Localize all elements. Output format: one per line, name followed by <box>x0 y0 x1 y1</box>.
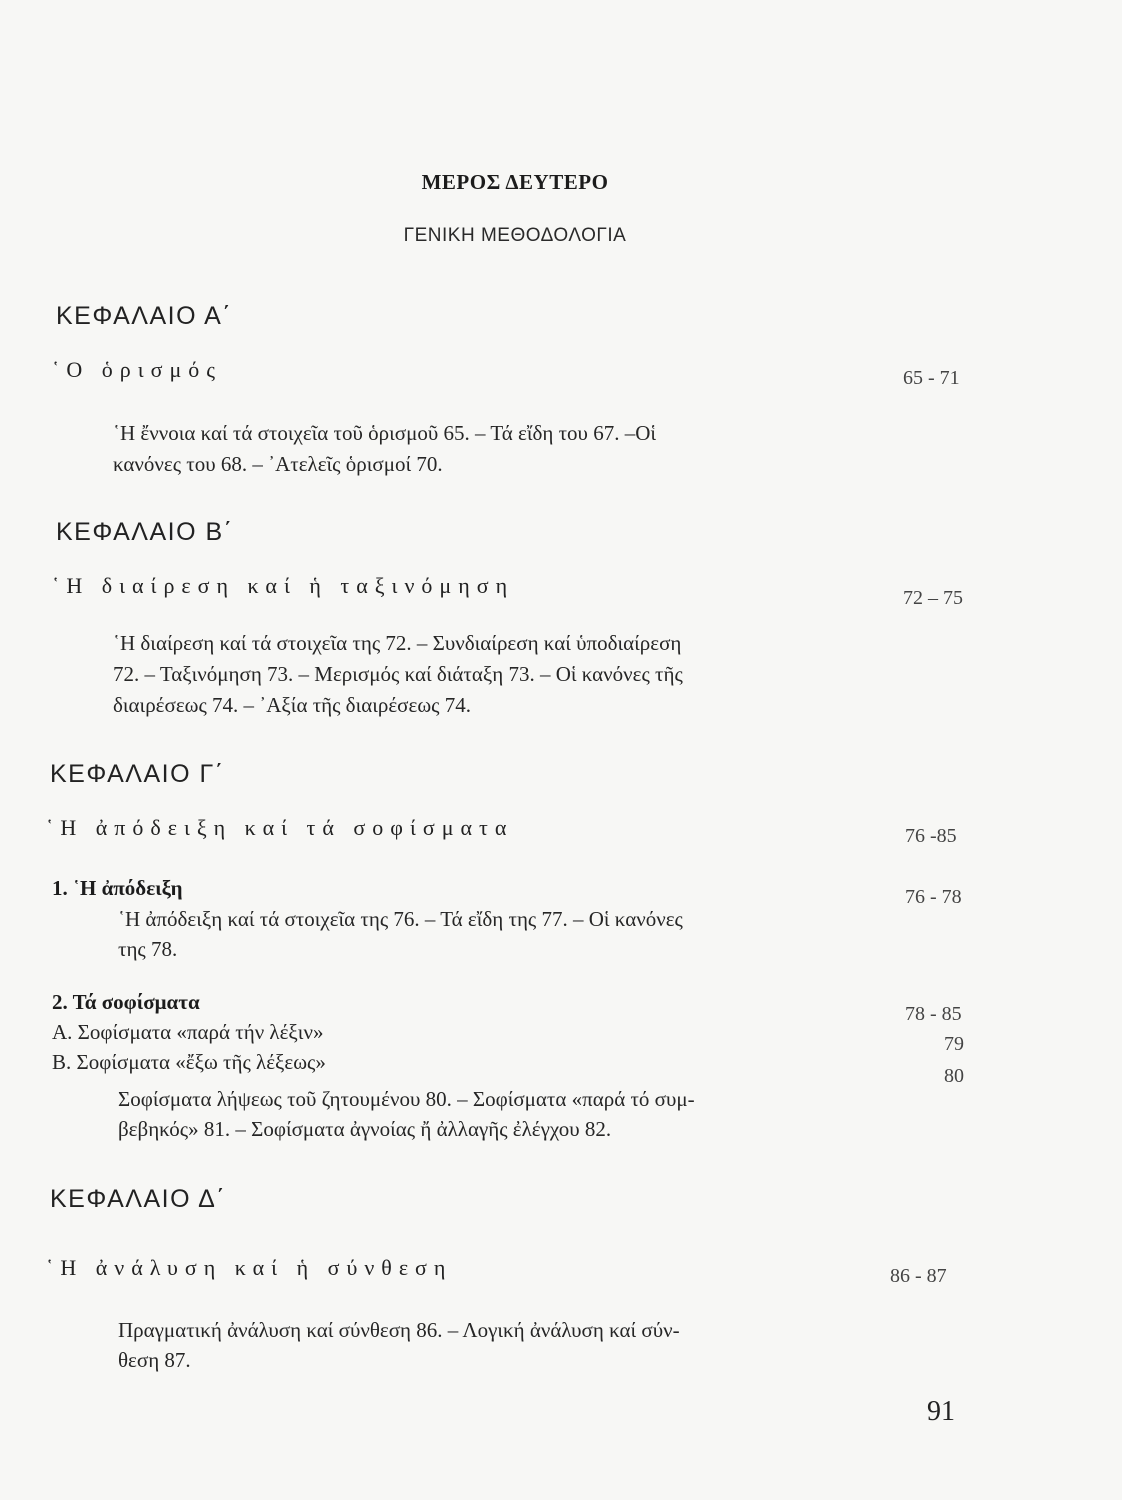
chapter-title-c: ῾Η ἀπόδειξη καί τά σοφίσματα <box>46 815 514 840</box>
chapter-desc-a-line2: κανόνες του 68. – ᾿Ατελεῖς ὁρισμοί 70. <box>113 452 443 476</box>
chapter-desc-b-line1: ῾Η διαίρεση καί τά στοιχεῖα της 72. – Συνδιαίρεση καί ὑποδιαίρεση <box>113 631 682 655</box>
chapter-heading-a: ΚΕΦΑΛΑΙΟ Α΄ <box>56 302 233 330</box>
section-desc-c1-line2: της 78. <box>118 937 178 961</box>
chapter-heading-b: ΚΕΦΑΛΑΙΟ Β΄ <box>56 518 234 546</box>
chapter-title-d: ῾Η ἀνάλυση καί ἡ σύνθεση <box>46 1255 453 1280</box>
chapter-title-a: ῾Ο ὁρισμός <box>52 357 222 382</box>
chapter-heading-d: ΚΕΦΑΛΑΙΟ Δ΄ <box>50 1185 227 1213</box>
chapter-desc-d-line2: θεση 87. <box>118 1348 191 1372</box>
section-desc-c1-line1: ῾Η ἀπόδειξη καί τά στοιχεῖα της 76. – Τά εἴδη της 77. – Οἱ κανόνες <box>118 907 683 931</box>
section-desc-c2-line1: Σοφίσματα λήψεως τοῦ ζητουμένου 80. – Σοφίσματα «παρά τό συμ- <box>118 1087 695 1111</box>
section-item-c2-a: Α. Σοφίσματα «παρά τήν λέξιν» <box>52 1020 324 1044</box>
chapter-desc-d-line1: Πραγματική ἀνάλυση καί σύνθεση 86. – Λογική ἀνάλυση καί σύν- <box>118 1318 680 1342</box>
section-title-c2: 2. Τά σοφίσματα <box>52 990 200 1014</box>
chapter-pages-c: 76 -85 <box>905 825 957 847</box>
chapter-desc-b-line2: 72. – Ταξινόμηση 73. – Μερισμός καί διάταξη 73. – Οἱ κανόνες τῆς <box>113 662 683 686</box>
part-title: ΜΕΡΟΣ ΔΕΥΤΕΡΟ <box>421 170 609 194</box>
chapter-title-b: ῾Η διαίρεση καί ἡ ταξινόμηση <box>52 573 515 598</box>
section-item-c2-b: Β. Σοφίσματα «ἔξω τῆς λέξεως» <box>52 1050 326 1074</box>
chapter-desc-a-line1: ῾Η ἔννοια καί τά στοιχεῖα τοῦ ὁρισμοῦ 65. – Τά εἴδη του 67. –Οἱ <box>113 421 657 445</box>
section-title-c1: 1. ῾Η ἀπόδειξη <box>52 876 183 900</box>
section-item-c2-b-pages: 80 <box>944 1065 964 1087</box>
section-item-c2-a-pages: 79 <box>944 1033 964 1055</box>
section-pages-c1: 76 - 78 <box>905 886 962 908</box>
chapter-pages-b: 72 – 75 <box>903 587 963 609</box>
section-desc-c2-line2: βεβηκός» 81. – Σοφίσματα ἀγνοίας ἤ ἀλλαγῆς ἐλέγχου 82. <box>118 1117 612 1141</box>
chapter-heading-c: ΚΕΦΑΛΑΙΟ Γ΄ <box>50 760 225 788</box>
page-number: 91 <box>927 1396 955 1427</box>
section-pages-c2: 78 - 85 <box>905 1003 962 1025</box>
chapter-pages-d: 86 - 87 <box>890 1265 947 1287</box>
part-subtitle: ΓΕΝΙΚΗ ΜΕΘΟΔΟΛΟΓΙΑ <box>403 225 627 246</box>
chapter-desc-b-line3: διαιρέσεως 74. – ᾿Αξία τῆς διαιρέσεως 74. <box>113 693 471 717</box>
chapter-pages-a: 65 - 71 <box>903 367 960 389</box>
